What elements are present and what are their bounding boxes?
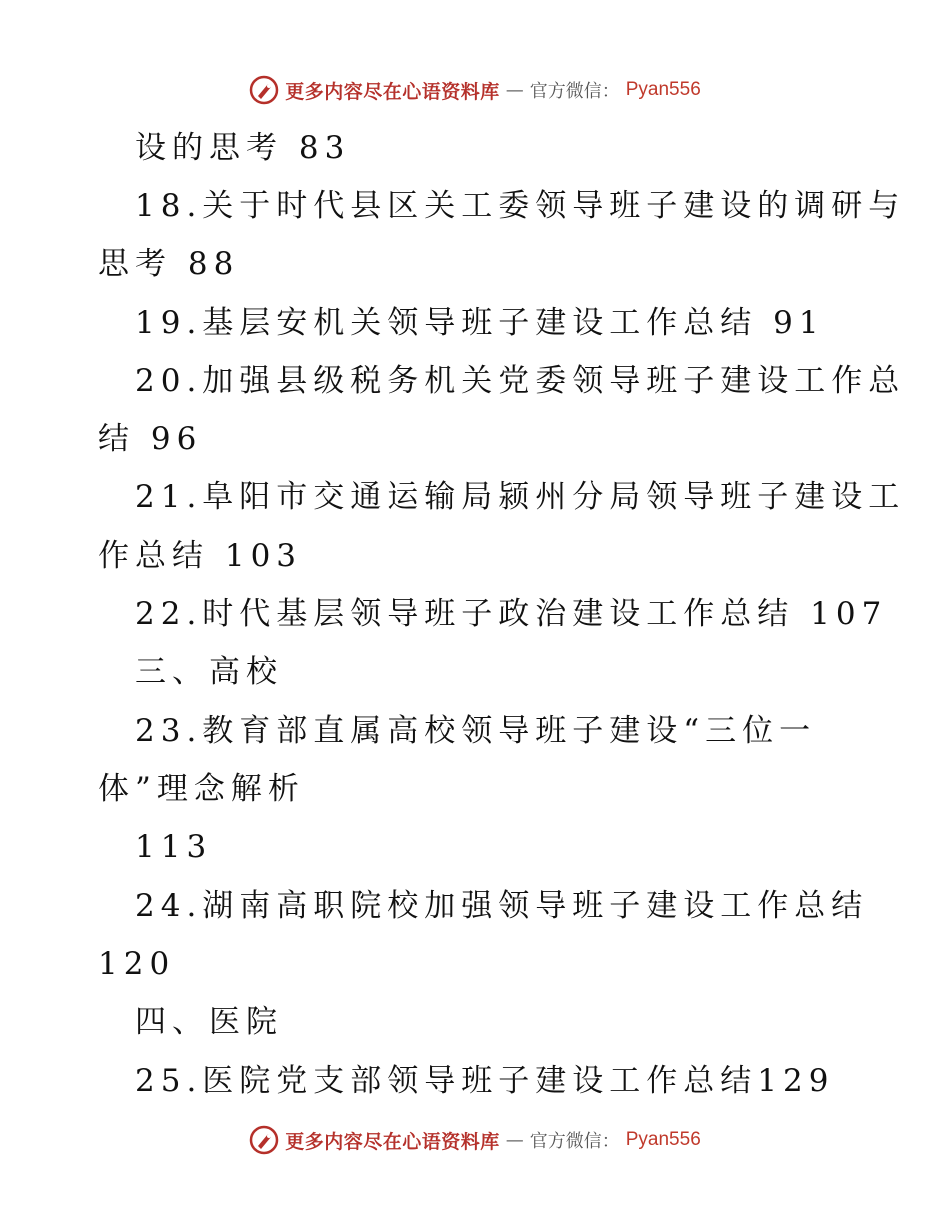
toc-line: 19.基层安机关领导班子建设工作总结 91 bbox=[135, 305, 825, 341]
toc-line: 体”理念解析 bbox=[98, 771, 305, 807]
watermark-official-label: 官方微信： bbox=[529, 81, 620, 102]
toc-heading-hospitals: 四、医院 bbox=[135, 1004, 283, 1040]
watermark-brand: 更多内容尽在心语资料库 bbox=[285, 1130, 500, 1153]
toc-line: 113 bbox=[135, 829, 213, 865]
toc-line: 23.教育部直属高校领导班子建设“三位一 bbox=[135, 713, 817, 749]
toc-line: 120 bbox=[98, 946, 176, 982]
watermark-brand: 更多内容尽在心语资料库 bbox=[285, 80, 500, 103]
watermark-banner-bottom bbox=[0, 1120, 950, 1160]
toc-line: 25.医院党支部领导班子建设工作总结129 bbox=[135, 1063, 835, 1099]
toc-line: 设的思考 83 bbox=[135, 130, 351, 166]
toc-line: 22.时代基层领导班子政治建设工作总结 107 bbox=[135, 596, 888, 632]
toc-line: 18.关于时代县区关工委领导班子建设的调研与 bbox=[135, 188, 906, 224]
watermark-official-label: 官方微信： bbox=[529, 1131, 620, 1152]
watermark-dash: — bbox=[505, 1129, 524, 1151]
toc-line: 20.加强县级税务机关党委领导班子建设工作总 bbox=[135, 363, 906, 399]
toc-line: 思考 88 bbox=[98, 246, 240, 282]
toc-line: 21.阜阳市交通运输局颍州分局领导班子建设工 bbox=[135, 479, 906, 515]
toc-line: 作总结 103 bbox=[98, 538, 303, 574]
toc-line: 24.湖南高职院校加强领导班子建设工作总结 bbox=[135, 888, 869, 924]
watermark-dash: — bbox=[505, 79, 524, 101]
toc-heading-universities: 三、高校 bbox=[135, 654, 283, 690]
toc-line: 结 96 bbox=[98, 421, 203, 457]
pen-nib-logo-icon bbox=[249, 1125, 279, 1155]
watermark-wechat-id: Pyan556 bbox=[625, 1129, 701, 1150]
watermark-wechat-id: Pyan556 bbox=[625, 79, 701, 100]
